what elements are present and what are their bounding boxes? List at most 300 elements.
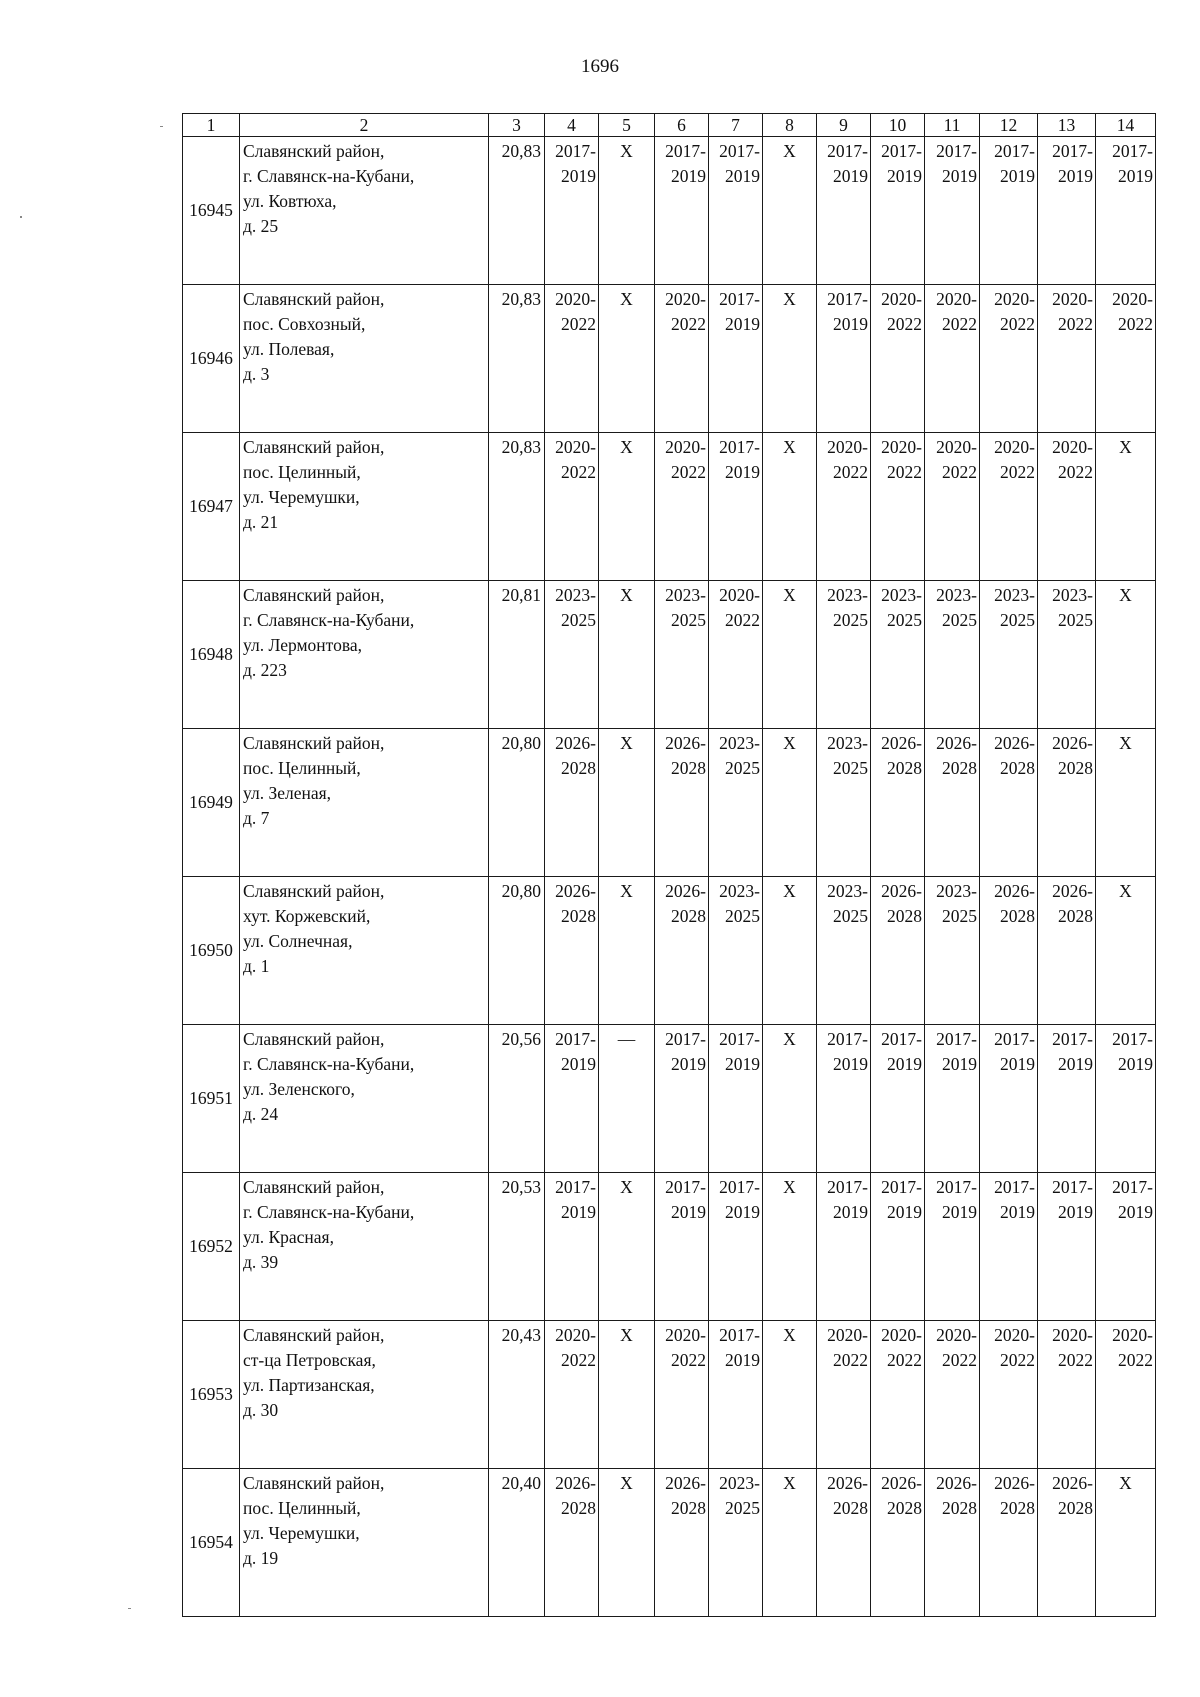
period-year: 2019 [1118,1202,1153,1222]
period-year: 2023- [555,585,596,605]
period-cell [871,433,925,581]
period-year: 2017- [994,1177,1035,1197]
not-applicable-cell [599,1025,655,1173]
period-cell [655,137,709,285]
table-row [183,1173,1156,1321]
column-header: 4 [545,114,599,137]
period-year: 2025 [833,906,868,926]
period-year: 2020- [881,437,922,457]
period-year: 2020- [1052,289,1093,309]
period-year: 2022 [833,1350,868,1370]
not-applicable-cell [763,1173,817,1321]
not-applicable-cell [599,581,655,729]
area-cell: 20,83 [489,433,545,581]
period-cell [655,877,709,1025]
period-year: 2017- [936,1177,977,1197]
period-year: 2026- [665,881,706,901]
period-year: 2023- [719,733,760,753]
period-year: 2019 [833,1202,868,1222]
period-year: 2017- [555,141,596,161]
period-cell [655,1321,709,1469]
period-year: 2022 [942,1350,977,1370]
address-line: Славянский район, [243,585,385,605]
row-id-cell: 16951 [183,1025,240,1173]
period-year: 2023- [719,1473,760,1493]
address-cell [240,1469,489,1617]
period-year: 2019 [887,166,922,186]
period-year: 2020- [994,1325,1035,1345]
period-year: 2026- [936,733,977,753]
period-year: 2022 [671,314,706,334]
address-line: хут. Коржевский, [243,906,371,926]
not-applicable-cell [599,1173,655,1321]
area-cell: 20,56 [489,1025,545,1173]
column-header: 6 [655,114,709,137]
period-year: 2025 [942,906,977,926]
not-applicable-mark: X [783,733,796,753]
scan-mark [20,216,22,218]
period-year: 2017- [1112,141,1153,161]
period-year: 2017- [881,1029,922,1049]
address-line: Славянский район, [243,1029,385,1049]
period-year: 2026- [994,1473,1035,1493]
column-header: 2 [240,114,489,137]
period-year: 2028 [1058,758,1093,778]
address-line: д. 30 [243,1400,279,1420]
period-year: 2026- [555,1473,596,1493]
period-year: 2026- [665,733,706,753]
period-year: 2019 [725,1202,760,1222]
period-year: 2023- [881,585,922,605]
area-cell: 20,80 [489,877,545,1025]
period-year: 2022 [1058,314,1093,334]
period-cell [925,729,980,877]
period-cell [655,1173,709,1321]
period-year: 2022 [561,1350,596,1370]
period-year: 2028 [561,758,596,778]
period-year: 2019 [1000,1054,1035,1074]
not-applicable-cell [1096,877,1156,1025]
period-year: 2017- [827,1177,868,1197]
period-year: 2025 [725,906,760,926]
period-year: 2019 [887,1202,922,1222]
period-year: 2025 [561,610,596,630]
not-applicable-cell [599,729,655,877]
period-year: 2028 [671,758,706,778]
not-applicable-cell [599,1469,655,1617]
column-header: 7 [709,114,763,137]
period-cell [1038,877,1096,1025]
period-year: 2020- [665,1325,706,1345]
period-year: 2028 [1000,1498,1035,1518]
address-cell [240,877,489,1025]
period-cell [817,285,871,433]
address-line: ул. Черемушки, [243,1523,360,1543]
period-year: 2025 [1058,610,1093,630]
period-year: 2023- [994,585,1035,605]
table-row [183,433,1156,581]
period-year: 2020- [665,289,706,309]
period-year: 2022 [942,314,977,334]
period-year: 2025 [725,758,760,778]
area-cell: 20,53 [489,1173,545,1321]
period-year: 2017- [827,1029,868,1049]
not-applicable-cell [763,433,817,581]
period-cell [871,581,925,729]
period-cell [655,1469,709,1617]
table-row [183,581,1156,729]
period-year: 2026- [881,881,922,901]
address-line: ст-ца Петровская, [243,1350,376,1370]
period-cell [1096,137,1156,285]
area-cell: 20,40 [489,1469,545,1617]
period-year: 2025 [833,758,868,778]
not-applicable-mark: X [1119,881,1132,901]
not-applicable-mark: X [620,289,633,309]
period-year: 2017- [719,1029,760,1049]
not-applicable-mark: X [620,1325,633,1345]
period-cell [709,1321,763,1469]
period-cell [925,1469,980,1617]
column-header: 8 [763,114,817,137]
not-applicable-mark: X [620,585,633,605]
period-cell [925,1321,980,1469]
period-year: 2017- [994,141,1035,161]
period-year: 2028 [1058,1498,1093,1518]
table-row [183,1469,1156,1617]
period-year: 2020- [1112,1325,1153,1345]
period-year: 2017- [827,289,868,309]
period-year: 2017- [827,141,868,161]
period-cell [925,581,980,729]
period-cell [871,1173,925,1321]
period-year: 2019 [942,1054,977,1074]
period-cell [817,137,871,285]
period-cell [871,729,925,877]
period-year: 2028 [887,758,922,778]
period-year: 2017- [665,141,706,161]
period-year: 2028 [887,906,922,926]
period-cell [980,581,1038,729]
address-line: д. 3 [243,364,270,384]
period-year: 2022 [671,1350,706,1370]
area-cell: 20,81 [489,581,545,729]
period-cell [545,1025,599,1173]
period-cell [545,729,599,877]
period-year: 2017- [1112,1029,1153,1049]
not-applicable-mark: X [783,141,796,161]
column-number-header [183,114,1156,137]
not-applicable-cell [599,137,655,285]
period-year: 2022 [833,462,868,482]
row-id-cell: 16945 [183,137,240,285]
period-cell [655,433,709,581]
period-cell [871,1025,925,1173]
period-year: 2026- [1052,1473,1093,1493]
period-year: 2020- [1052,1325,1093,1345]
period-year: 2019 [1058,166,1093,186]
period-cell [980,877,1038,1025]
period-cell [817,877,871,1025]
period-year: 2020- [936,1325,977,1345]
period-year: 2026- [881,733,922,753]
column-header: 9 [817,114,871,137]
address-line: д. 1 [243,956,270,976]
not-applicable-mark: X [620,1177,633,1197]
scan-mark [160,126,163,127]
address-line: ул. Партизанская, [243,1375,375,1395]
not-applicable-mark: X [620,733,633,753]
period-year: 2028 [671,906,706,926]
column-header: 12 [980,114,1038,137]
period-year: 2022 [1000,462,1035,482]
not-applicable-mark: X [783,1029,796,1049]
period-cell [925,1173,980,1321]
period-year: 2019 [725,314,760,334]
address-line: Славянский район, [243,1325,385,1345]
period-cell [817,1321,871,1469]
period-year: 2026- [555,881,596,901]
row-id-cell: 16946 [183,285,240,433]
period-cell [817,729,871,877]
period-year: 2026- [555,733,596,753]
period-year: 2022 [725,610,760,630]
column-header: 13 [1038,114,1096,137]
period-cell [545,877,599,1025]
period-cell [925,285,980,433]
address-cell [240,1321,489,1469]
not-applicable-mark: X [783,1177,796,1197]
period-year: 2017- [936,1029,977,1049]
column-header: 1 [183,114,240,137]
period-cell [709,137,763,285]
period-year: 2017- [719,1177,760,1197]
period-year: 2019 [1058,1054,1093,1074]
period-cell [980,1025,1038,1173]
period-year: 2022 [1058,1350,1093,1370]
period-cell [980,1469,1038,1617]
scan-mark [128,1608,131,1609]
period-year: 2023- [827,585,868,605]
period-year: 2019 [561,166,596,186]
address-line: д. 7 [243,808,270,828]
period-cell [709,729,763,877]
period-cell [980,285,1038,433]
period-year: 2019 [833,166,868,186]
period-year: 2020- [665,437,706,457]
row-id-cell: 16947 [183,433,240,581]
address-line: ул. Зеленского, [243,1079,355,1099]
period-year: 2026- [827,1473,868,1493]
period-year: 2020- [936,289,977,309]
period-cell [1038,581,1096,729]
address-line: ул. Лермонтова, [243,635,362,655]
period-year: 2017- [1052,1029,1093,1049]
not-applicable-cell [763,285,817,433]
period-cell [871,137,925,285]
period-year: 2019 [671,166,706,186]
period-cell [1038,137,1096,285]
period-cell [925,1025,980,1173]
not-applicable-mark: X [620,881,633,901]
period-cell [817,581,871,729]
period-year: 2025 [942,610,977,630]
period-year: 2023- [719,881,760,901]
period-year: 2025 [1000,610,1035,630]
period-year: 2017- [881,141,922,161]
period-cell [980,1321,1038,1469]
period-year: 2026- [881,1473,922,1493]
table-row [183,285,1156,433]
period-year: 2022 [1118,314,1153,334]
housing-schedule-table [182,113,1156,1617]
period-year: 2020- [719,585,760,605]
address-cell [240,1025,489,1173]
period-year: 2023- [936,881,977,901]
table-row [183,1025,1156,1173]
period-year: 2020- [555,289,596,309]
address-cell [240,581,489,729]
period-year: 2022 [1000,1350,1035,1370]
period-year: 2017- [936,141,977,161]
period-cell [655,581,709,729]
period-year: 2019 [671,1054,706,1074]
period-cell [817,433,871,581]
table-row [183,877,1156,1025]
area-cell: 20,80 [489,729,545,877]
area-cell: 20,43 [489,1321,545,1469]
row-id-cell: 16952 [183,1173,240,1321]
period-year: 2017- [719,437,760,457]
period-cell [871,1469,925,1617]
not-applicable-cell [1096,581,1156,729]
address-line: ул. Полевая, [243,339,335,359]
period-year: 2022 [1118,1350,1153,1370]
not-applicable-cell [763,729,817,877]
period-year: 2020- [555,1325,596,1345]
period-year: 2019 [671,1202,706,1222]
period-year: 2019 [561,1054,596,1074]
period-cell [1038,1025,1096,1173]
address-cell [240,433,489,581]
period-year: 2022 [1000,314,1035,334]
period-year: 2028 [1000,906,1035,926]
area-cell: 20,83 [489,137,545,285]
period-year: 2019 [833,314,868,334]
period-year: 2026- [994,881,1035,901]
period-year: 2017- [1052,1177,1093,1197]
period-year: 2019 [561,1202,596,1222]
period-year: 2026- [1052,881,1093,901]
period-cell [709,581,763,729]
period-year: 2017- [881,1177,922,1197]
not-applicable-cell [763,1025,817,1173]
not-applicable-mark: — [617,1029,636,1049]
period-cell [925,433,980,581]
not-applicable-cell [763,877,817,1025]
address-line: Славянский район, [243,881,385,901]
period-cell [1038,433,1096,581]
not-applicable-mark: X [620,437,633,457]
column-header: 11 [925,114,980,137]
period-cell [709,1173,763,1321]
period-cell [1096,1321,1156,1469]
address-line: г. Славянск-на-Кубани, [243,1054,415,1074]
period-year: 2022 [887,314,922,334]
period-year: 2028 [942,1498,977,1518]
address-line: Славянский район, [243,141,385,161]
address-line: ул. Красная, [243,1227,334,1247]
period-year: 2022 [942,462,977,482]
period-cell [980,137,1038,285]
period-cell [925,137,980,285]
period-year: 2019 [1118,1054,1153,1074]
not-applicable-mark: X [1119,585,1132,605]
period-year: 2019 [725,166,760,186]
housing-schedule-table-wrapper [182,113,1155,1617]
period-cell [709,433,763,581]
period-year: 2017- [555,1177,596,1197]
address-line: ул. Солнечная, [243,931,353,951]
address-line: ул. Черемушки, [243,487,360,507]
period-year: 2017- [719,1325,760,1345]
period-year: 2028 [671,1498,706,1518]
table-body [183,137,1156,1617]
period-cell [1038,1469,1096,1617]
not-applicable-cell [1096,1469,1156,1617]
address-cell [240,729,489,877]
not-applicable-cell [599,433,655,581]
period-year: 2019 [725,1054,760,1074]
period-year: 2022 [1058,462,1093,482]
address-line: пос. Совхозный, [243,314,366,334]
address-line: д. 39 [243,1252,279,1272]
period-year: 2017- [665,1177,706,1197]
period-year: 2017- [665,1029,706,1049]
not-applicable-mark: X [783,437,796,457]
period-cell [709,1469,763,1617]
period-year: 2017- [1052,141,1093,161]
period-cell [545,433,599,581]
not-applicable-mark: X [1119,1473,1132,1493]
address-line: д. 24 [243,1104,279,1124]
period-cell [980,729,1038,877]
not-applicable-cell [599,285,655,433]
period-year: 2022 [671,462,706,482]
not-applicable-cell [763,1469,817,1617]
address-line: пос. Целинный, [243,1498,361,1518]
column-header: 3 [489,114,545,137]
period-cell [1038,285,1096,433]
table-row [183,1321,1156,1469]
period-year: 2028 [1058,906,1093,926]
period-year: 2017- [1112,1177,1153,1197]
period-year: 2017- [719,289,760,309]
period-year: 2023- [827,733,868,753]
period-year: 2026- [665,1473,706,1493]
period-cell [1096,1173,1156,1321]
not-applicable-mark: X [1119,733,1132,753]
period-year: 2025 [725,1498,760,1518]
period-year: 2019 [833,1054,868,1074]
not-applicable-mark: X [620,141,633,161]
not-applicable-cell [599,1321,655,1469]
period-cell [709,285,763,433]
period-cell [817,1173,871,1321]
period-year: 2019 [1000,1202,1035,1222]
period-cell [980,1173,1038,1321]
period-cell [871,285,925,433]
